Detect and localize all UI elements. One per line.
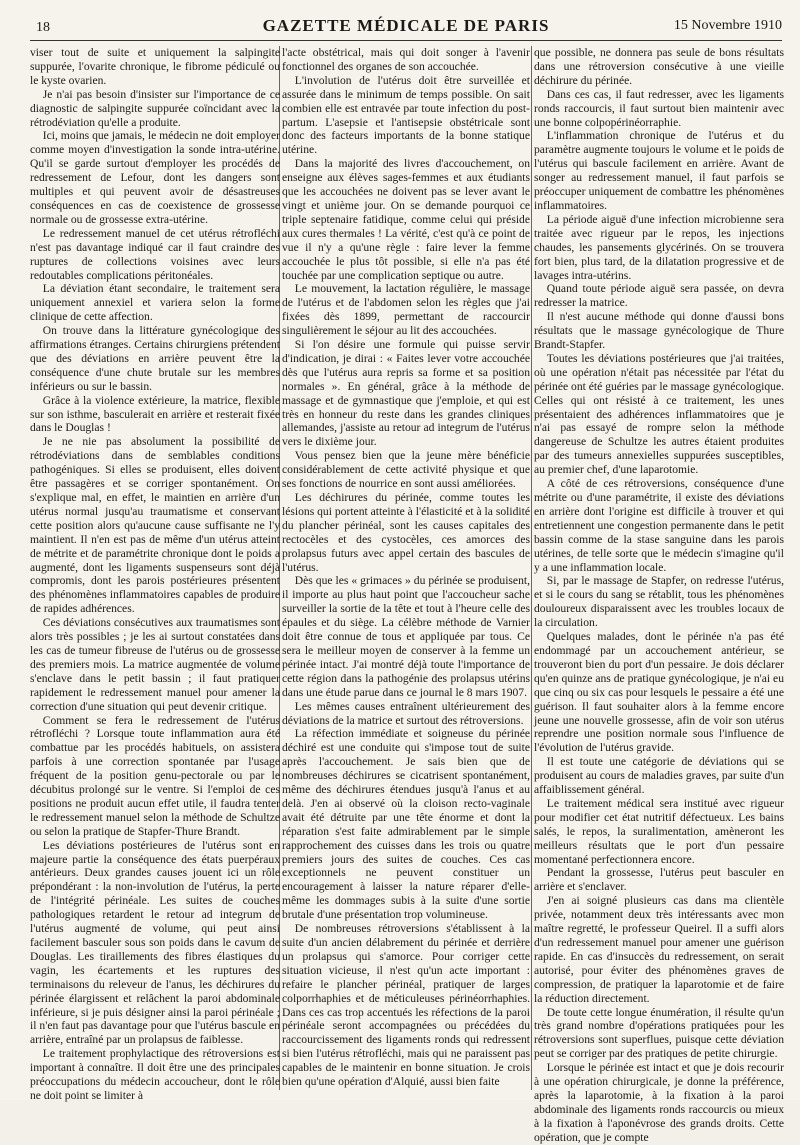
text-column-left xyxy=(30,46,280,1102)
page-header xyxy=(30,16,782,38)
page-number: 18 xyxy=(36,20,50,35)
text-column-middle xyxy=(282,46,530,1092)
paragraph: Quelques malades, dont le périnée n'a pas été endommagé par un accouchement antérieur, se trouveront bien du port d'un pessaire. Je dois déclarer qu'en quinze ans de pratique gynécologique, je n'ai eu que cinq ou six cas pour lesquels le pessaire a été une guérison. Il faut souhaiter alors à la femme encore jeune une nouvelle grossesse, afin de voir son utérus reprendre une position normale sous l'influence de l'évolution de l'utérus gravide. xyxy=(534,630,784,755)
paragraph: Les mêmes causes entraînent ultérieurement des déviations de la matrice et surtout des rétroversions. xyxy=(282,699,530,727)
paragraph: Je ne nie pas absolument la possibilité de rétrodéviations dans de semblables conditions pathogéniques. Si elles se produisent, elles doivent être passagères et se corriger spontanément. On s'explique mal, en effet, le maintien en arrière d'un utérus normal jusqu'au traumatisme et conservant cette position alors qu'aucune cause suffisante ne l'y maintient. Il n'en est pas de même d'un utérus atteint de métrite et de paramétrite chronique dont le poids a augmenté, dont les ligaments suspenseurs sont déjà compromis, dont les parois postérieures présentent des phénomènes inflammatoires capables de produire de rapides adhérences. xyxy=(30,435,280,616)
paragraph: L'involution de l'utérus doit être surveillée et assurée dans le minimum de temps possible. On sait combien elle est entravée par toute infection du post-partum. L'asepsie et l'antisepsie obstétricale sont donc des facteurs importants de la bonne statique utérine. xyxy=(282,73,530,157)
paragraph: Quand toute période aiguë sera passée, on devra redresser la matrice. xyxy=(534,282,784,310)
paragraph: Dans la majorité des livres d'accouchement, on enseigne aux élèves sages-femmes et aux étudiants que les accouchées ne doivent pas se lever avant le vingt et unième jour. On se demande pourquoi ce triple septenaire fatidique, comme celui qui préside aux cures thermales ! La vérité, c'est qu'à ce point de vue il n'y a qu'une règle : faire lever la femme accouchée le plus tôt possible, si elle n'a pas été touchée par une complication septique ou autre. xyxy=(282,157,530,282)
paragraph: Ici, moins que jamais, le médecin ne doit employer comme moyen d'investigation la sonde intra-utérine. Qu'il se garde surtout d'employer les procédés de redressement de Lefour, dont les dangers sont multiples et qui peuvent avoir de désastreuses conséquences en cas de coexistence de grossesse normale ou de grossesse extra-utérine. xyxy=(30,129,280,226)
paragraph: Lorsque le périnée est intact et que je dois recourir à une opération chirurgicale, je donne la préférence, après la laparotomie, à la fixation à la paroi abdominale des ligaments ronds raccourcis ou mieux à la fixation à l'aponévrose des grands droits. Cette opération, que je compte xyxy=(534,1061,784,1144)
issue-date: 15 Novembre 1910 xyxy=(673,18,782,33)
paragraph: La réfection immédiate et soigneuse du périnée déchiré est une conduite qui s'impose tout de suite après l'accouchement. Je sais bien que de nombreuses déchirures se cicatrisent spontanément, même des déchirures étendues jusqu'à l'anus et au delà. J'en ai observé où la cloison recto-vaginale avait été détruite par une tête énorme et dont la réparation s'est faite admirablement par le simple rapprochement des cuisses dans les trois ou quatre premiers jours des suites de couches. Ces cas exceptionnels ne peuvent constituer un encouragement à laisser la nature réparer d'elle-même les dommages subis à la suite d'une sortie brutale d'une présentation trop volumineuse. xyxy=(282,727,530,922)
paragraph: Comment se fera le redressement de l'utérus rétrofléchi ? Lorsque toute inflammation aura été combattue par les procédés habituels, on assistera parfois à une correction spontanée par l'usage fréquent de la position genu-pectorale ou par le décubitus prolongé sur le ventre. Si l'emploi de ces positions ne produit aucun effet utile, il faudra tenter le redressement manuel selon la méthode de Schultze ou selon la pratique de Stapfer-Thure Brandt. xyxy=(30,713,280,838)
paragraph: Toutes les déviations postérieures que j'ai traitées, où une opération n'était pas nécessitée par l'état du périnée ont été guéries par le massage gynécologique. Celles qui ont résisté à ce traitement, les unes présentaient des adhérences inflammatoires que je n'ai pas essayé de rompre selon la méthode dangereuse de Schultze les autres étaient produites par des tumeurs annexielles suppurées susceptibles, au premier chef, d'une laparotomie. xyxy=(534,351,784,477)
paragraph: Les déchirures du périnée, comme toutes les lésions qui portent atteinte à l'élasticité et à la solidité du plancher périnéal, sont les causes capitales des rectocèles et des cystocèles, ces amorces des prolapsus futurs avec appel certain des bascules de l'utérus. xyxy=(282,491,530,574)
paragraph: Le traitement prophylactique des rétroversions est important à connaître. Il doit être une des principales préoccupations du médecin accoucheur, dont le rôle ne doit point se limiter à xyxy=(30,1047,280,1102)
paragraph: Le mouvement, la lactation régulière, le massage de l'utérus et de l'abdomen selon les règles que j'ai fixées dès 1899, permettant de raccourcir singulièrement le séjour au lit des accouchées. xyxy=(282,282,530,338)
paragraph: Il n'est aucune méthode qui donne d'aussi bons résultats que le massage gynécologique de Thure Brandt-Stapfer. xyxy=(534,310,784,352)
paragraph: La période aiguë d'une infection microbienne sera traitée avec rigueur par le repos, les injections chaudes, les pansements glycérinés. On se trouvera fort bien, plus tard, de la dilatation progressive et de lavages intra-utérins. xyxy=(534,212,784,282)
paragraph: viser tout de suite et uniquement la salpingite suppurée, l'ovarite chronique, le fibrome pédiculé ou le kyste ovarien. xyxy=(30,46,280,87)
paragraph: Si, par le massage de Stapfer, on redresse l'utérus, et si le cours du sang se rétablit, tous les phénomènes douloureux disparaissent avec les troubles locaux de la circulation. xyxy=(534,574,784,630)
paragraph: L'inflammation chronique de l'utérus et du paramètre augmente toujours le volume et le poids de l'utérus qui bascule facilement en arrière. Avant de songer au redressement manuel, il faut parfois se préoccuper uniquement de combattre les phénomènes inflammatoires. xyxy=(534,129,784,212)
paragraph: Dans ces cas, il faut redresser, avec les ligaments ronds raccourcis, il faut surtout bien maintenir avec une bonne colpopérinéorraphie. xyxy=(534,87,784,129)
journal-title: GAZETTE MÉDICALE DE PARIS xyxy=(262,16,550,35)
paragraph: Si l'on désire une formule qui puisse servir d'indication, je dirai : « Faites lever votre accouchée dès que l'utérus aura repris sa forme et sa position normales ». En général, grâce à la méthode de massage et de gymnastique que j'emploie, et qui est très en honneur du reste dans les grandes cliniques allemandes, j'assiste au retour ad integrum de l'utérus vers le dixième jour. xyxy=(282,338,530,449)
paragraph: Ces déviations consécutives aux traumatismes sont alors très possibles ; je les ai surtout constatées dans les cas de tumeur fibreuse de l'utérus ou de grossesse des premiers mois. La matrice augmentée de volume s'enclave dans le petit bassin ; il faut pratiquer rapidement le redressement manuel pour amener la correction d'une situation qui peut devenir critique. xyxy=(30,616,280,713)
paragraph: l'acte obstétrical, mais qui doit songer à l'avenir fonctionnel des organes de son accouchée. xyxy=(282,46,530,73)
paragraph: On trouve dans la littérature gynécologique des affirmations étranges. Certains chirurgiens prétendent que des déviations en arrière peuvent être la conséquence d'une chute brutale sur les membres inférieurs ou sur le bassin. xyxy=(30,324,280,393)
paragraph: que possible, ne donnera pas seule de bons résultats dans une rétroversion consécutive à une vieille déchirure du périnée. xyxy=(534,46,784,87)
text-column-right xyxy=(534,46,784,1144)
paragraph: Le traitement médical sera institué avec rigueur pour modifier cet état nutritif défectueux. Les bains salés, le repos, la suralimentation, amèneront les meilleurs résultats que le port d'un pessaire momentané perfectionnera encore. xyxy=(534,796,784,866)
paragraph: Le redressement manuel de cet utérus rétrofléchi n'est pas davantage indiqué car il faut craindre des ruptures de collections voisines avec leurs redoutables complications péritonéales. xyxy=(30,226,280,282)
column-divider xyxy=(531,46,532,1090)
paragraph: Je n'ai pas besoin d'insister sur l'importance de ce diagnostic de salpingite suppurée coïncidant avec la rétrodéviation qu'elle a produite. xyxy=(30,87,280,129)
paragraph: De nombreuses rétroversions s'établissent à la suite d'un ancien délabrement du périnée et derrière un prolapsus qui s'amorce. Pour corriger cette situation vicieuse, il n'est qu'un acte important : refaire le plancher périnéal, pratiquer de larges colporrhaphies et de méticuleuses périnéorrhaphies. Dans ces cas trop accentués les réfections de la paroi périnéale seront accompagnées ou précédées du raccourcissement des ligaments ronds qui redressent si bien l'utérus rétrofléchi, mais qui ne paraissent pas capables de le maintenir en bonne situation. Je crois bien qu'une opération d'Alquié, aussi bien faite xyxy=(282,922,530,1089)
paragraph: Les déviations postérieures de l'utérus sont en majeure partie la conséquence des états puerpéraux antérieurs. Deux grandes causes jouent ici un rôle prépondérant : la non-involution de l'utérus, la perte de l'intégrité périnéale. Les suites de couches pathologiques retardent le retour ad integrum de l'utérus augmenté de volume, qui peut ainsi facilement basculer sous son poids dans le cavum de Douglas. Les tiraillements des fibres élastiques du vagin, les écartements et les ruptures des terminaisons du releveur de l'anus, les déchirures du périnée élargissent et relâchent la paroi abdominale inférieure, si je puis désigner ainsi la paroi périnéale ; il n'en faut pas davantage pour que l'utérus bascule en arrière, entraîné par un prolapsus de faiblesse. xyxy=(30,838,280,1047)
paragraph: Dès que les « grimaces » du périnée se produisent, il importe au plus haut point que l'accoucheur sache surveiller la sortie de la tête et tout à l'heure celle des épaules et du siège. La célèbre méthode de Varnier doit être connue de tous et appliquée par tous. Ce sera le meilleur moyen de conserver à la femme un périnée intact. J'ai montré déjà toute l'importance de cette région dans la pathogénie des prolapsus utérins dans une étude parue dans ce journal le 8 mars 1907. xyxy=(282,574,530,699)
paragraph: Vous pensez bien que la jeune mère bénéficie considérablement de cette activité physique et que ses fonctions de nourrice en sont aussi améliorées. xyxy=(282,449,530,491)
paragraph: Il est toute une catégorie de déviations qui se produisent au cours de maladies graves, par suite d'un affaiblissement général. xyxy=(534,755,784,797)
paragraph: A côté de ces rétroversions, conséquence d'une métrite ou d'une paramétrite, il existe des déviations en arrière dont l'origine est difficile à trouver et qui entretiennent une congestion permanente dans le petit bassin comme de la stase sanguine dans les parois utérines, de telle sorte que le médecin s'imagine qu'il y a une inflammation locale. xyxy=(534,477,784,574)
paragraph: La déviation étant secondaire, le traitement sera uniquement annexiel et variera selon la forme clinique de cette affection. xyxy=(30,282,280,324)
paragraph: De toute cette longue énumération, il résulte qu'un très grand nombre d'opérations pratiquées pour les rétroversions sont superflues, puisque cette déviation peut se corriger par des pratiques de petite chirurgie. xyxy=(534,1005,784,1061)
header-rule xyxy=(30,40,782,41)
paragraph: Pendant la grossesse, l'utérus peut basculer en arrière et s'enclaver. xyxy=(534,866,784,894)
paragraph: J'en ai soigné plusieurs cas dans ma clientèle privée, notamment deux très intéressants avec mon maître regretté, le professeur Queirel. Il a suffi alors d'un redressement manuel pour amener une guérison rapide. En cas d'insuccès du redressement, on serait autorisé, pour éviter des phénomènes graves de compression, de pratiquer la laparotomie et de faire la réduction directement. xyxy=(534,894,784,1005)
paragraph: Grâce à la violence extérieure, la matrice, flexible sur son isthme, basculerait en arrière et resterait fixée dans le Douglas ! xyxy=(30,393,280,435)
